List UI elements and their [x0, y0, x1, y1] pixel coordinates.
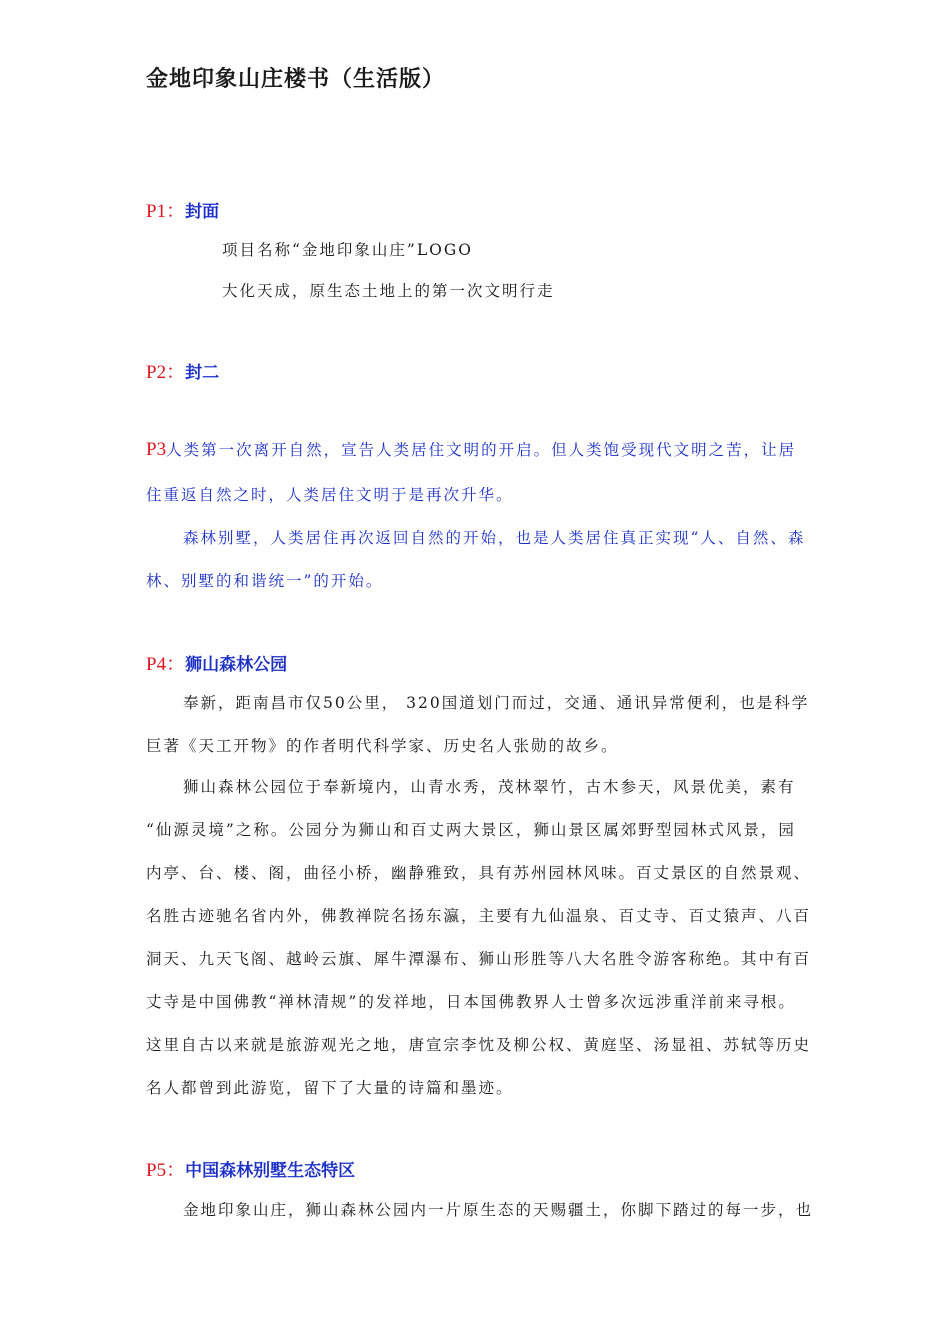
section-heading-p5: [146, 1155, 355, 1182]
p1-line-1: 项目名称“金地印象山庄”LOGO: [222, 241, 473, 259]
section-heading-p2: [146, 357, 219, 384]
p4-line-4: “仙源灵境”之称。公园分为狮山和百丈两大景区，狮山景区属郊野型园林式风景，园: [146, 821, 796, 839]
section-heading-p1: [146, 196, 219, 223]
p3-line-2: 住重返自然之时，人类居住文明于是再次升华。: [146, 486, 514, 504]
p4-line-3: 狮山森林公园位于奉新境内，山青水秀，茂林翠竹，古木参天，风景优美，素有: [183, 778, 796, 796]
p3-line-4: 林、别墅的和谐统一”的开始。: [146, 572, 384, 590]
p4-line-10: 名人都曾到此游览，留下了大量的诗篇和墨迹。: [146, 1079, 514, 1097]
p3-line-3: 森林别墅，人类居住再次返回自然的开始，也是人类居住真正实现“人、自然、森: [183, 529, 806, 547]
p3-line-1: [146, 438, 796, 461]
page-number-p3: P3: [146, 439, 167, 460]
p4-line-5: 内亭、台、楼、阁，曲径小桥，幽静雅致，具有苏州园林风味。百丈景区的自然景观、: [146, 864, 812, 882]
p4-line-6: 名胜古迹驰名省内外，佛教禅院名扬东瀛，主要有九仙温泉、百丈寺、百丈猿声、八百: [146, 907, 812, 925]
p4-line-1: 奉新，距南昌市仅50公里， 320国道划门而过，交通、通讯异常便利，也是科学: [183, 694, 810, 712]
section-heading-p4: [146, 649, 287, 676]
heading-text-p1: 封面: [185, 202, 220, 222]
p4-line-2: 巨著《天工开物》的作者明代科学家、历史名人张勋的故乡。: [146, 737, 619, 755]
p3-line-1-text: 人类第一次离开自然，宣告人类居住文明的开启。但人类饱受现代文明之苦，让居: [166, 441, 797, 459]
heading-text-p4: 狮山森林公园: [185, 655, 288, 675]
page-number-p1: P1：: [146, 201, 186, 222]
heading-text-p5: 中国森林别墅生态特区: [185, 1161, 356, 1181]
p4-line-8: 丈寺是中国佛教“禅林清规”的发祥地，日本国佛教界人士曾多次远涉重洋前来寻根。: [146, 993, 796, 1011]
p1-line-2: 大化天成，原生态土地上的第一次文明行走: [222, 282, 555, 300]
p4-line-7: 洞天、九天飞阁、越岭云旗、犀牛潭瀑布、狮山形胜等八大名胜令游客称绝。其中有百: [146, 950, 812, 968]
p4-line-9: 这里自古以来就是旅游观光之地，唐宣宗李忱及柳公权、黄庭坚、汤显祖、苏轼等历史: [146, 1036, 812, 1054]
page-number-p5: P5：: [146, 1160, 186, 1181]
heading-text-p2: 封二: [185, 363, 220, 383]
p5-line-1: 金地印象山庄，狮山森林公园内一片原生态的天赐疆土，你脚下踏过的每一步，也: [183, 1201, 814, 1219]
document-title: 金地印象山庄楼书（生活版）: [146, 67, 446, 92]
page-number-p2: P2：: [146, 362, 186, 383]
page-number-p4: P4：: [146, 654, 186, 675]
